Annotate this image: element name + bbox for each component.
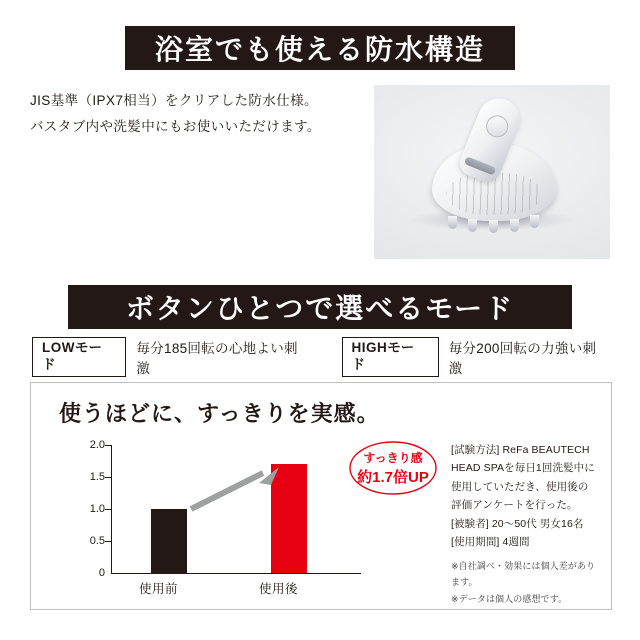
x-tick-label-before: 使用前 [139,582,179,596]
y-tick-label: 1.5 [89,471,105,483]
mode-tag-low: LOWモード [32,337,126,378]
badge-line-2: 約1.7倍UP [357,469,429,486]
trend-arrow-icon [189,467,281,513]
chart-title: 使うほどに、すっきりを実感。 [59,401,380,426]
device-nub-icon [468,219,477,232]
study-note-2: ※データは個人の感想です。 [451,593,568,604]
section-banner-modes: ボタンひとつで選べるモード [68,285,572,329]
mode-text-high: 毎分200回転の力強い刺激 [448,341,597,376]
callout-badge [347,439,439,497]
product-photo [374,85,610,259]
device-power-button-icon [483,112,512,141]
study-line-5: [被験者] 20〜50代 男女16名 [451,517,584,530]
study-line-4: 評価アンケートを行った。 [451,499,578,512]
y-tick-label: 1.0 [89,503,105,515]
device-ring-icon [464,156,497,175]
study-line-6: [使用期間] 4週間 [451,535,530,548]
section-banner-waterproof: 浴室でも使える防水構造 [125,26,515,70]
device-nub-icon [489,220,498,233]
study-method-text [451,441,603,607]
study-note-1: ※自社調べ・効果には個人差があります。 [451,561,596,587]
study-line-2: HEAD SPAを毎日1回洗髪中に [451,462,595,475]
y-tick-label: 0 [98,567,105,579]
study-line-3: 使用していただき、使用後の [451,480,589,493]
badge-line-1: すっきり感 [363,451,423,465]
chart-x-axis [111,573,361,574]
description-line-1: JIS基準（IPX7相当）をクリアした防水仕様。 [30,93,318,108]
y-tick-label: 0.5 [89,535,105,547]
mode-row [32,339,610,376]
device-nub-icon [530,215,539,228]
waterproof-description [30,88,370,141]
mode-text-low: 毎分185回転の心地よい刺激 [136,341,298,376]
study-line-1: [試験方法] ReFa BEAUTECH [451,444,590,456]
mode-tag-high: HIGHモード [342,337,439,378]
chart-container [30,382,612,610]
x-tick-label-after: 使用後 [259,582,299,596]
device-nub-icon [448,216,457,229]
y-tick-label: 2.0 [89,439,105,451]
device-nub-icon [510,219,519,232]
description-line-2: バスタブ内や洗髪中にもお使いいただけます。 [30,119,321,135]
bar-before [151,509,187,573]
